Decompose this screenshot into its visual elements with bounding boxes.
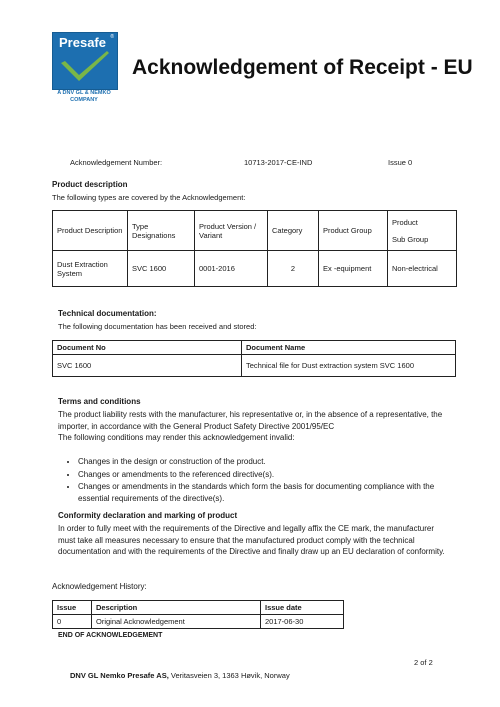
table-cell: Non-electrical (388, 251, 457, 287)
table-header-cell: Product Version / Variant (195, 211, 268, 251)
table-header-cell: Document Name (242, 341, 456, 355)
list-item: • Changes in the design or construction of the product. (78, 456, 458, 468)
terms-paragraph: The product liability rests with the manufacturer, his representative or, in the absence of a representative, the importer, in accordance with the General Product Safety Directive 2001/95/EC (58, 410, 443, 431)
history-table (52, 600, 344, 629)
logo-registered-mark: ® (110, 34, 114, 40)
terms-conditions-intro: The following conditions may render this acknowledgement invalid: (58, 433, 295, 442)
table-cell: SVC 1600 (53, 355, 242, 377)
issue-label: Issue 0 (388, 158, 413, 167)
ack-number-value: 10713-2017-CE-IND (244, 158, 313, 167)
table-header-cell: Description (92, 601, 261, 615)
list-item: • Changes or amendments in the standards which form the basis for documenting compliance with the essential requirements of the directive(s). (78, 481, 458, 504)
table-header-cell: Product Group (319, 211, 388, 251)
table-header-cell: Category (268, 211, 319, 251)
header-subgroup: Sub Group (392, 234, 429, 244)
documentation-table (52, 340, 456, 377)
technical-doc-heading: Technical documentation: (58, 309, 157, 318)
logo-tagline: A DNV GL & NEMKO COMPANY (57, 90, 111, 103)
checkmark-icon (59, 51, 111, 83)
table-header-cell (388, 211, 457, 251)
terms-heading: Terms and conditions (58, 397, 141, 406)
footer-address (70, 671, 290, 680)
technical-doc-intro: The following documentation has been received and stored: (58, 322, 257, 331)
page-number: 2 of 2 (414, 658, 433, 667)
conformity-heading: Conformity declaration and marking of product (58, 511, 238, 520)
list-item: • Changes or amendments to the referenced directive(s). (78, 469, 458, 481)
table-header-cell: Type Designations (128, 211, 195, 251)
product-description-intro: The following types are covered by the Acknowledgement: (52, 193, 246, 202)
table-header-cell: Product Description (53, 211, 128, 251)
table-cell: Technical file for Dust extraction system SVC 1600 (242, 355, 456, 377)
end-of-acknowledgement: END OF ACKNOWLEDGEMENT (58, 632, 163, 639)
ack-number-label: Acknowledgement Number: (70, 158, 163, 167)
table-cell: SVC 1600 (128, 251, 195, 287)
table-cell: Ex -equipment (319, 251, 388, 287)
product-table (52, 210, 457, 287)
table-row (53, 615, 344, 629)
product-description-heading: Product description (52, 180, 128, 189)
footer-street: Veritasveien 3, 1363 Høvik, Norway (170, 671, 290, 680)
table-row (53, 355, 456, 377)
table-cell: 2 (268, 251, 319, 287)
table-cell: Original Acknowledgement (92, 615, 261, 629)
footer-company: DNV GL Nemko Presafe AS, (70, 671, 169, 680)
logo-word: Presafe (59, 35, 106, 50)
table-header-cell: Issue date (261, 601, 344, 615)
table-row (53, 251, 457, 287)
table-cell: Dust Extraction System (53, 251, 128, 287)
table-cell: 0 (53, 615, 92, 629)
table-cell: 0001-2016 (195, 251, 268, 287)
conformity-paragraph: In order to fully meet with the requirements of the Directive and legally affix the CE mark, the manufacturer must take all measures necessary to ensure that the manufactured product comply with the technical documentation and with the requirements of the Directive and finally draw up an EU declaration of conformity. (58, 524, 445, 556)
header-product: Product (392, 217, 418, 227)
table-header-cell: Document No (53, 341, 242, 355)
conditions-list (60, 456, 458, 505)
presafe-logo (52, 32, 118, 90)
table-cell: 2017-06-30 (261, 615, 344, 629)
history-heading: Acknowledgement History: (52, 582, 147, 591)
page-title: Acknowledgement of Receipt - EU (132, 56, 473, 79)
table-header-cell: Issue (53, 601, 92, 615)
